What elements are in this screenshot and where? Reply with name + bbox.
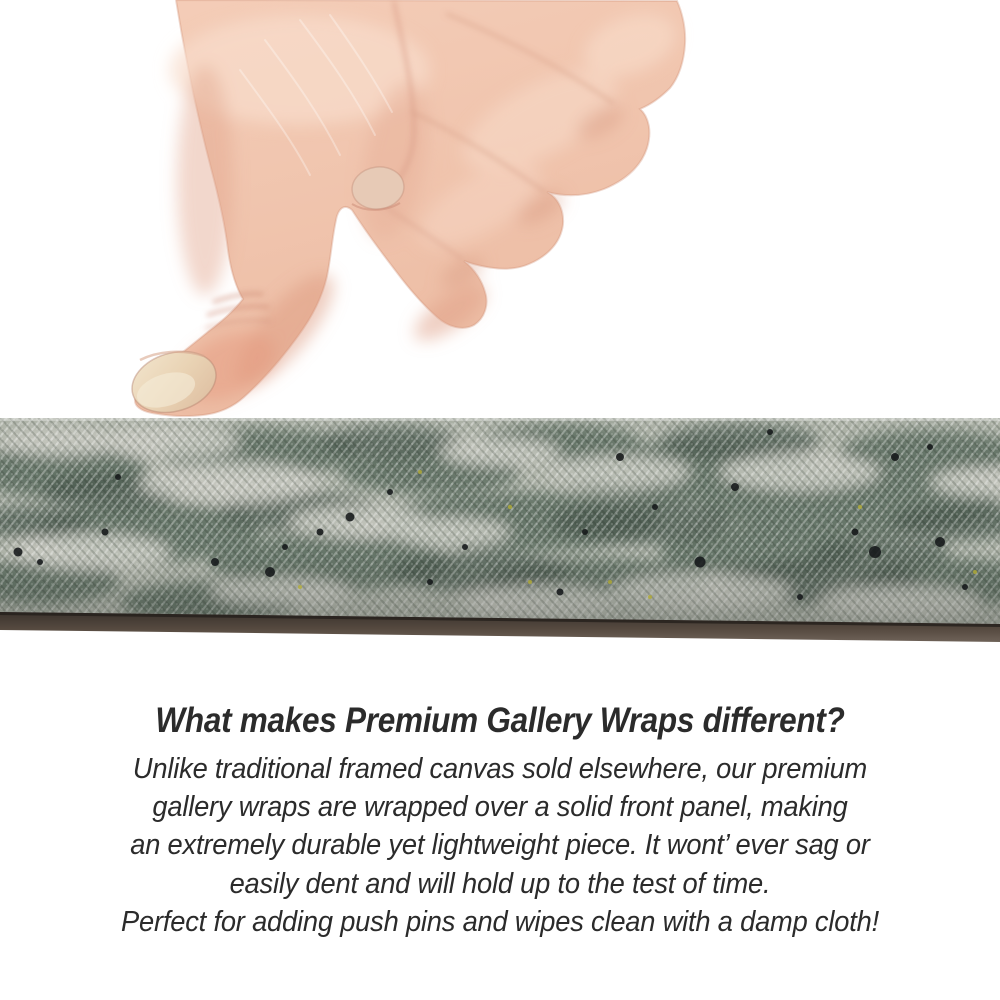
hand-illustration bbox=[0, 0, 1000, 420]
body-line-4: easily dent and will hold up to the test of time. bbox=[229, 867, 771, 900]
canvas-texture bbox=[0, 412, 1000, 648]
body-line-1: Unlike traditional framed canvas sold elsewhere, our premium bbox=[132, 753, 868, 785]
canvas-strip bbox=[0, 412, 1000, 648]
headline: What makes Premium Gallery Wraps different? bbox=[155, 701, 845, 740]
body-line-3: an extremely durable yet lightweight piece. It wont’ ever sag or bbox=[130, 829, 870, 862]
marketing-copy bbox=[0, 698, 1000, 941]
hand-photo bbox=[0, 0, 1000, 420]
body-line-5: Perfect for adding push pins and wipes clean with a damp cloth! bbox=[121, 905, 879, 938]
body-line-2: gallery wraps are wrapped over a solid front panel, making bbox=[152, 791, 848, 824]
canvas-wrap-edge-photo bbox=[0, 412, 1000, 648]
